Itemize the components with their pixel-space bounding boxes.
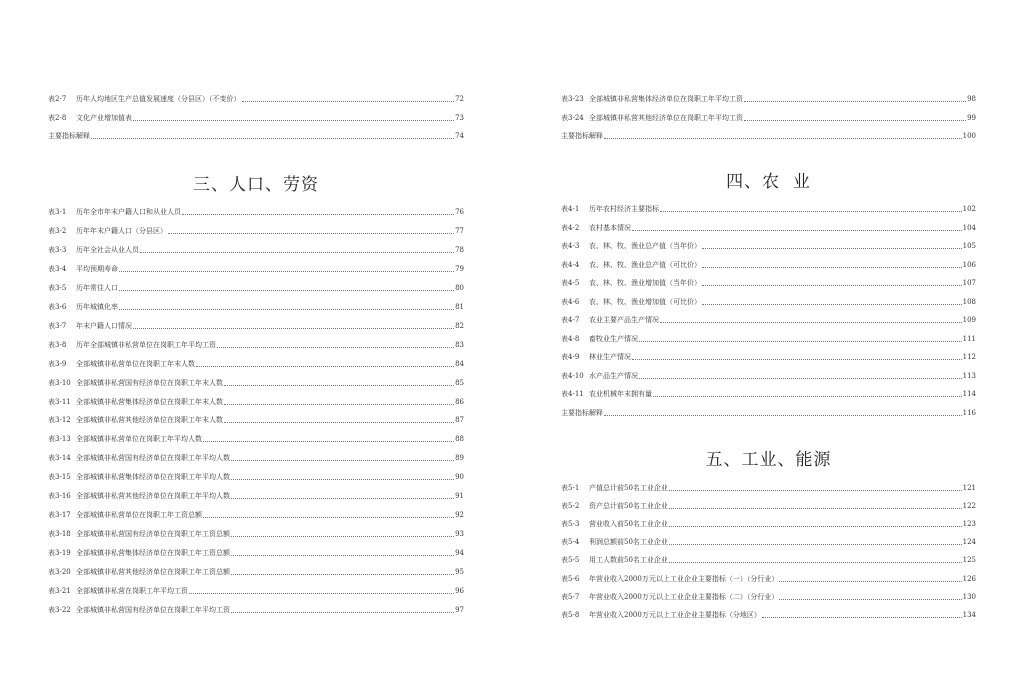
page-number: 106 bbox=[962, 260, 976, 269]
entry-title: 主要指标解释 bbox=[561, 408, 603, 417]
dot-leader bbox=[133, 328, 454, 329]
toc-entry[interactable] bbox=[48, 303, 464, 312]
table-number: 表3-24 bbox=[561, 113, 584, 122]
page-number: 76 bbox=[455, 208, 464, 216]
toc-entry[interactable] bbox=[48, 246, 464, 255]
page-number: 126 bbox=[962, 574, 976, 583]
page-number: 109 bbox=[962, 316, 976, 324]
dot-leader bbox=[604, 138, 962, 139]
dot-leader bbox=[231, 498, 454, 499]
page-number: 108 bbox=[962, 297, 976, 306]
dot-leader bbox=[168, 233, 454, 234]
toc-entry[interactable] bbox=[561, 484, 976, 493]
toc-entry[interactable] bbox=[561, 335, 976, 344]
table-number: 表3-9 bbox=[48, 359, 67, 368]
dot-leader bbox=[744, 101, 966, 102]
dot-leader bbox=[702, 248, 962, 249]
toc-entry[interactable] bbox=[561, 575, 976, 584]
page-number: 112 bbox=[962, 353, 976, 361]
entry-title: 用工人数前50名工业企业 bbox=[589, 556, 668, 565]
toc-entry[interactable] bbox=[561, 502, 976, 511]
dot-leader bbox=[119, 271, 454, 272]
table-number: 表2-8 bbox=[48, 113, 67, 122]
dot-leader bbox=[669, 508, 962, 509]
entry-title: 年营业收入2000万元以上工业企业主要指标（一）（分行业） bbox=[589, 574, 779, 583]
dot-leader bbox=[669, 526, 962, 527]
page-number: 134 bbox=[962, 610, 976, 619]
dot-leader bbox=[639, 378, 962, 379]
table-number: 表4-11 bbox=[561, 390, 584, 398]
dot-leader bbox=[660, 322, 962, 323]
toc-entry[interactable] bbox=[48, 416, 464, 425]
entry-title: 全部城镇非私营单位在岗职工年平均人数 bbox=[76, 435, 202, 444]
entry-title: 年末户籍人口情况 bbox=[76, 321, 132, 330]
toc-entry[interactable] bbox=[561, 316, 976, 325]
page-number: 94 bbox=[455, 549, 464, 558]
table-number: 表4-6 bbox=[561, 297, 580, 306]
page-number: 92 bbox=[455, 511, 464, 520]
dot-leader bbox=[231, 574, 454, 575]
table-number: 表3-21 bbox=[48, 587, 71, 595]
entry-title: 全部城镇非私营单位在岗职工年工资总额 bbox=[76, 511, 202, 520]
page-number: 89 bbox=[455, 454, 464, 463]
toc-entry[interactable] bbox=[48, 473, 464, 482]
table-number: 表4-2 bbox=[561, 223, 580, 232]
toc-entry[interactable] bbox=[561, 611, 976, 620]
dot-leader bbox=[669, 544, 962, 545]
table-number: 表4-3 bbox=[561, 242, 580, 250]
table-number: 表3-18 bbox=[48, 530, 71, 539]
entry-title: 历年全市年末户籍人口和从业人员 bbox=[76, 208, 181, 216]
table-number: 表3-3 bbox=[48, 245, 67, 254]
table-number: 表2-7 bbox=[48, 95, 67, 103]
table-number: 表3-15 bbox=[48, 473, 71, 482]
toc-entry[interactable] bbox=[48, 341, 464, 350]
entry-title: 水产品生产情况 bbox=[589, 371, 638, 380]
toc-entry[interactable] bbox=[48, 95, 464, 104]
dot-leader bbox=[203, 441, 454, 442]
page-number: 111 bbox=[962, 334, 976, 343]
toc-entry[interactable] bbox=[48, 284, 464, 293]
page-number: 122 bbox=[962, 502, 976, 511]
page-number: 81 bbox=[455, 302, 464, 311]
toc-entry[interactable] bbox=[48, 379, 464, 388]
dot-leader bbox=[653, 396, 962, 397]
entry-title: 历年常住人口 bbox=[76, 283, 118, 292]
toc-entry[interactable] bbox=[561, 520, 976, 529]
table-number: 表3-12 bbox=[48, 416, 71, 425]
page-number: 84 bbox=[455, 359, 464, 368]
table-number: 表5-5 bbox=[561, 556, 580, 565]
page-number: 90 bbox=[455, 473, 464, 482]
page-number: 121 bbox=[962, 484, 976, 492]
entry-title: 农、林、牧、渔业增加值（当年价） bbox=[589, 279, 701, 287]
page-number: 95 bbox=[455, 568, 464, 577]
entry-title: 全部城镇非私营集体经济单位在岗职工年平均人数 bbox=[76, 473, 230, 482]
table-number: 表3-17 bbox=[48, 511, 71, 520]
page-number: 85 bbox=[455, 378, 464, 387]
table-number: 表4-4 bbox=[561, 260, 580, 269]
toc-entry[interactable] bbox=[561, 242, 976, 251]
section3-heading: 三、人口、劳资 bbox=[193, 175, 319, 195]
table-number: 表3-16 bbox=[48, 492, 71, 501]
dot-leader bbox=[119, 309, 454, 310]
entry-title: 全部城镇非私营集体经济单位在岗职工年末人数 bbox=[76, 397, 223, 406]
toc-entry[interactable] bbox=[48, 227, 464, 236]
entry-title: 农业机械年末拥有量 bbox=[589, 390, 652, 398]
dot-leader bbox=[762, 617, 962, 618]
dot-leader bbox=[242, 101, 455, 102]
table-number: 表4-7 bbox=[561, 316, 580, 324]
toc-entry[interactable] bbox=[561, 390, 976, 399]
dot-leader bbox=[231, 612, 454, 613]
toc-entry[interactable] bbox=[561, 593, 976, 602]
table-number: 表3-7 bbox=[48, 321, 67, 330]
table-number: 表5-8 bbox=[561, 610, 580, 619]
dot-leader bbox=[669, 562, 962, 563]
page-number: 87 bbox=[455, 416, 464, 425]
entry-title: 农、林、牧、渔业总产值（可比价） bbox=[589, 260, 701, 269]
entry-title: 全部城镇非私营其他经济单位在岗职工年平均工资 bbox=[589, 113, 743, 122]
page-number: 100 bbox=[962, 132, 976, 140]
table-number: 表3-19 bbox=[48, 549, 71, 558]
entry-title: 历年年末户籍人口（分县区） bbox=[76, 226, 167, 235]
page-number: 83 bbox=[455, 340, 464, 349]
page-number: 78 bbox=[455, 245, 464, 254]
page-number: 124 bbox=[962, 538, 976, 547]
entry-title: 全部城镇非私营国有经济单位在岗职工年末人数 bbox=[76, 378, 223, 387]
page-number: 104 bbox=[962, 223, 976, 232]
toc-entry[interactable] bbox=[48, 114, 464, 123]
entry-title: 年营业收入2000万元以上工业企业主要指标（二）（分行业） bbox=[589, 592, 779, 601]
page-number: 88 bbox=[455, 435, 464, 444]
toc-entry[interactable] bbox=[48, 208, 464, 217]
toc-entry[interactable] bbox=[48, 398, 464, 407]
page-number: 93 bbox=[455, 530, 464, 539]
table-number: 表4-8 bbox=[561, 334, 580, 343]
page-number: 130 bbox=[962, 592, 976, 601]
dot-leader bbox=[91, 138, 454, 139]
page-number: 105 bbox=[962, 242, 976, 250]
entry-title: 历年农村经济主要指标 bbox=[589, 205, 659, 213]
table-number: 表4-5 bbox=[561, 279, 580, 287]
entry-title: 平均预期寿命 bbox=[76, 264, 118, 273]
page-number: 77 bbox=[455, 226, 464, 235]
page-number: 97 bbox=[455, 605, 464, 614]
page-number: 107 bbox=[962, 279, 976, 287]
entry-title: 农业主要产品生产情况 bbox=[589, 316, 659, 324]
dot-leader bbox=[779, 599, 961, 600]
toc-entry[interactable] bbox=[48, 606, 464, 615]
dot-leader bbox=[604, 415, 962, 416]
dot-leader bbox=[702, 267, 962, 268]
table-number: 表3-6 bbox=[48, 302, 67, 311]
dot-leader bbox=[632, 230, 962, 231]
entry-title: 全部城镇非私营国有经济单位在岗职工年平均工资 bbox=[76, 605, 230, 614]
table-number: 表5-7 bbox=[561, 592, 580, 601]
table-number: 表4-1 bbox=[561, 205, 580, 213]
toc-entry[interactable] bbox=[48, 265, 464, 274]
toc-entry[interactable] bbox=[48, 568, 464, 577]
entry-title: 全部城镇非私营其他经济单位在岗职工年平均人数 bbox=[76, 492, 230, 501]
table-number: 表4-10 bbox=[561, 371, 584, 380]
entry-title: 全部城镇非私营其他经济单位在岗职工年末人数 bbox=[76, 416, 223, 425]
page-number: 74 bbox=[455, 132, 464, 140]
toc-entry[interactable] bbox=[561, 538, 976, 547]
toc-entry[interactable] bbox=[561, 95, 976, 104]
entry-title: 营业收入前50名工业企业 bbox=[589, 520, 668, 529]
entry-title: 全部城镇非私营单位在岗职工年末人数 bbox=[76, 359, 195, 368]
table-number: 表3-8 bbox=[48, 340, 67, 349]
table-number: 表3-2 bbox=[48, 226, 67, 235]
toc-entry[interactable] bbox=[48, 454, 464, 463]
dot-leader bbox=[632, 359, 962, 360]
table-number: 表5-3 bbox=[561, 520, 580, 529]
toc-entry[interactable] bbox=[561, 224, 976, 233]
table-number: 表3-4 bbox=[48, 264, 67, 273]
toc-entry[interactable] bbox=[48, 132, 464, 141]
entry-title: 全部城镇非私营其他经济单位在岗职工年工资总额 bbox=[76, 568, 230, 577]
toc-entry[interactable] bbox=[48, 322, 464, 331]
entry-title: 产值总计前50名工业企业 bbox=[589, 484, 668, 492]
toc-entry[interactable] bbox=[561, 409, 976, 418]
entry-title: 农、林、牧、渔业总产值（当年价） bbox=[589, 242, 701, 250]
entry-title: 利润总额前50名工业企业 bbox=[589, 538, 668, 547]
toc-entry[interactable] bbox=[561, 556, 976, 565]
table-number: 表3-14 bbox=[48, 454, 71, 463]
page-number: 113 bbox=[962, 371, 976, 380]
entry-title: 历年城镇化率 bbox=[76, 302, 118, 311]
toc-entry[interactable] bbox=[48, 549, 464, 558]
toc-entry[interactable] bbox=[561, 205, 976, 214]
dot-leader bbox=[744, 120, 966, 121]
section4-heading: 四、农 业 bbox=[726, 172, 811, 192]
table-number: 表3-5 bbox=[48, 283, 67, 292]
dot-leader bbox=[639, 341, 962, 342]
entry-title: 全部城镇非私营国有经济单位在岗职工年平均人数 bbox=[76, 454, 230, 463]
dot-leader bbox=[140, 252, 454, 253]
toc-entry[interactable] bbox=[561, 132, 976, 141]
entry-title: 主要指标解释 bbox=[561, 132, 603, 140]
table-number: 表3-10 bbox=[48, 378, 71, 387]
toc-entry[interactable] bbox=[48, 360, 464, 369]
page-number: 91 bbox=[455, 492, 464, 501]
entry-title: 畜牧业生产情况 bbox=[589, 334, 638, 343]
toc-entry[interactable] bbox=[561, 353, 976, 362]
toc-entry[interactable] bbox=[48, 587, 464, 596]
dot-leader bbox=[189, 593, 454, 594]
dot-leader bbox=[217, 347, 454, 348]
table-number: 表5-6 bbox=[561, 574, 580, 583]
section5-heading: 五、工业、能源 bbox=[705, 450, 832, 470]
toc-entry[interactable] bbox=[48, 492, 464, 501]
entry-title: 全部城镇非私营集体经济单位在岗职工年平均工资 bbox=[589, 95, 743, 103]
toc-entry[interactable] bbox=[561, 372, 976, 381]
page-number: 82 bbox=[455, 321, 464, 330]
dot-leader bbox=[702, 285, 962, 286]
table-number: 表3-22 bbox=[48, 605, 71, 614]
page-number: 99 bbox=[967, 113, 976, 122]
entry-title: 主要指标解释 bbox=[48, 132, 90, 140]
toc-entry[interactable] bbox=[561, 261, 976, 270]
page-number: 72 bbox=[455, 95, 464, 103]
entry-title: 历年全部城镇非私营单位在岗职工年平均工资 bbox=[76, 340, 216, 349]
page-number: 98 bbox=[967, 95, 976, 103]
toc-entry[interactable] bbox=[561, 298, 976, 307]
page-number: 80 bbox=[455, 283, 464, 292]
entry-title: 年营业收入2000万元以上工业企业主要指标（分地区） bbox=[589, 610, 761, 619]
dot-leader bbox=[231, 460, 454, 461]
toc-entry[interactable] bbox=[48, 511, 464, 520]
dot-leader bbox=[231, 555, 454, 556]
table-number: 表3-20 bbox=[48, 568, 71, 577]
entry-title: 全部城镇非私营国有经济单位在岗职工年工资总额 bbox=[76, 530, 230, 539]
dot-leader bbox=[224, 385, 454, 386]
entry-title: 全部城镇非私营在岗职工年平均工资 bbox=[76, 587, 188, 595]
dot-leader bbox=[702, 304, 962, 305]
entry-title: 历年人均地区生产总值发展速度（分县区）（不变价） bbox=[76, 95, 241, 103]
entry-title: 农村基本情况 bbox=[589, 223, 631, 232]
dot-leader bbox=[224, 422, 454, 423]
table-number: 表4-9 bbox=[561, 353, 580, 361]
dot-leader bbox=[182, 214, 454, 215]
dot-leader bbox=[231, 536, 454, 537]
entry-title: 文化产业增加值表 bbox=[76, 113, 132, 122]
dot-leader bbox=[224, 404, 454, 405]
toc-entry[interactable] bbox=[561, 114, 976, 123]
dot-leader bbox=[669, 490, 962, 491]
dot-leader bbox=[660, 211, 962, 212]
page-number: 79 bbox=[455, 264, 464, 273]
table-number: 表3-1 bbox=[48, 208, 67, 216]
page-number: 125 bbox=[962, 556, 976, 565]
table-number: 表5-1 bbox=[561, 484, 580, 492]
page-number: 86 bbox=[455, 397, 464, 406]
entry-title: 农、林、牧、渔业增加值（可比价） bbox=[589, 297, 701, 306]
table-number: 表3-11 bbox=[48, 397, 71, 406]
page-number: 114 bbox=[962, 390, 976, 398]
dot-leader bbox=[119, 290, 454, 291]
table-number: 表3-23 bbox=[561, 95, 584, 103]
page-number: 116 bbox=[962, 408, 976, 417]
page-number: 73 bbox=[455, 113, 464, 122]
table-number: 表5-2 bbox=[561, 502, 580, 511]
entry-title: 资产总计前50名工业企业 bbox=[589, 502, 668, 511]
entry-title: 林业生产情况 bbox=[589, 353, 631, 361]
dot-leader bbox=[133, 120, 454, 121]
dot-leader bbox=[196, 366, 454, 367]
page-number: 102 bbox=[962, 205, 976, 213]
dot-leader bbox=[779, 581, 961, 582]
dot-leader bbox=[231, 479, 454, 480]
entry-title: 全部城镇非私营集体经济单位在岗职工年工资总额 bbox=[76, 549, 230, 558]
table-number: 表5-4 bbox=[561, 538, 580, 547]
page-number: 123 bbox=[962, 520, 976, 529]
toc-entry[interactable] bbox=[48, 435, 464, 444]
toc-entry[interactable] bbox=[48, 530, 464, 539]
entry-title: 历年全社会从业人员 bbox=[76, 245, 139, 254]
dot-leader bbox=[203, 517, 454, 518]
table-number: 表3-13 bbox=[48, 435, 71, 444]
page-number: 96 bbox=[455, 587, 464, 595]
toc-entry[interactable] bbox=[561, 279, 976, 288]
